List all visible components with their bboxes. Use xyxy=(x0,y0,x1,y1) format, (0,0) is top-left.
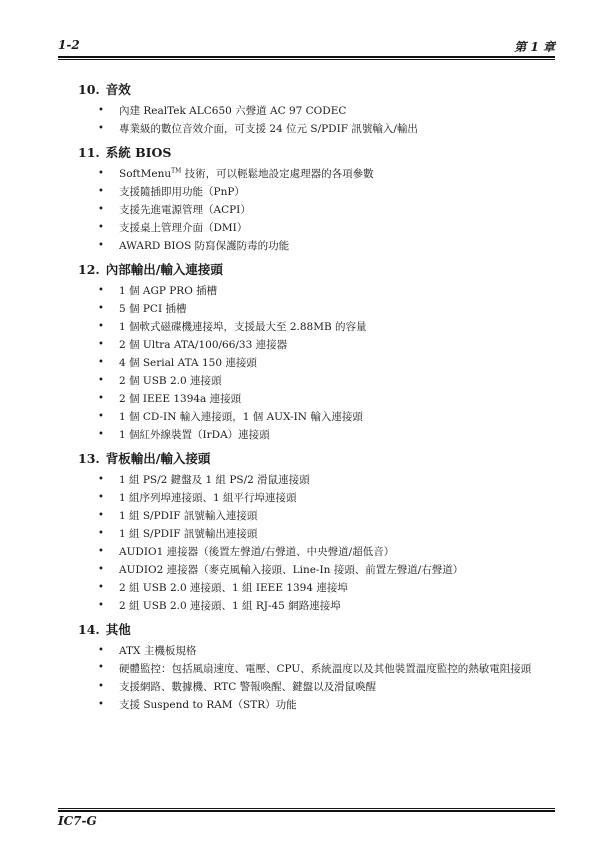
section-number: 14. xyxy=(78,622,100,637)
list-item: • AWARD BIOS 防寫保護防毒的功能 xyxy=(78,237,558,255)
bullet-icon: • xyxy=(98,645,104,656)
list-item: • AUDIO1 連接器（後置左聲道/右聲道、中央聲道/超低音） xyxy=(78,543,558,561)
list-item: • 1 組 PS/2 鍵盤及 1 組 PS/2 滑鼠連接頭 xyxy=(78,471,558,489)
bullet-icon: • xyxy=(98,546,104,557)
bullet-icon: • xyxy=(98,582,104,593)
list-item: • 1 個 CD-IN 輸入連接頭，1 個 AUX-IN 輸入連接頭 xyxy=(78,408,558,426)
bullet-icon: • xyxy=(98,600,104,611)
list-item: • 1 組 S/PDIF 訊號輸出連接頭 xyxy=(78,525,558,543)
section-bios xyxy=(78,145,558,255)
section-title xyxy=(78,262,558,278)
list-item: • 支援 Suspend to RAM（STR）功能 xyxy=(78,696,558,714)
list-item: • 2 個 IEEE 1394a 連接頭 xyxy=(78,390,558,408)
bullet-icon: • xyxy=(98,681,104,692)
header-rule xyxy=(58,56,555,58)
section-title xyxy=(78,451,558,467)
bullet-icon: • xyxy=(98,123,104,134)
bullet-icon: • xyxy=(98,240,104,251)
section-internal-io xyxy=(78,262,558,444)
bullet-icon: • xyxy=(98,303,104,314)
list-item: • SoftMenu™ 技術，可以輕鬆地設定處理器的各項參數 xyxy=(78,165,558,183)
section-heading: 背板輸出/輸入接頭 xyxy=(105,451,211,466)
section-title xyxy=(78,145,558,161)
page-number: 1-2 xyxy=(58,38,80,52)
footer-model: IC7-G xyxy=(58,814,97,828)
softmenu-name: SoftMenu xyxy=(119,168,172,180)
header-rule-thin xyxy=(58,59,555,60)
bullet-icon: • xyxy=(98,321,104,332)
list-item: • 2 個 Ultra ATA/100/66/33 連接器 xyxy=(78,336,558,354)
page-header xyxy=(58,38,555,54)
bullet-icon: • xyxy=(98,375,104,386)
list-item: • 2 組 USB 2.0 連接頭、1 組 RJ-45 網路連接埠 xyxy=(78,597,558,615)
list-item: • ATX 主機板規格 xyxy=(78,642,558,660)
bullet-icon: • xyxy=(98,204,104,215)
bullet-icon: • xyxy=(98,411,104,422)
section-title xyxy=(78,82,558,98)
list-item: • 5 個 PCI 插槽 xyxy=(78,300,558,318)
bullet-icon: • xyxy=(98,393,104,404)
bullet-icon: • xyxy=(98,285,104,296)
bullet-icon: • xyxy=(98,528,104,539)
bullet-icon: • xyxy=(98,339,104,350)
list-item: • 2 個 USB 2.0 連接頭 xyxy=(78,372,558,390)
list-item: • 2 組 USB 2.0 連接頭、1 組 IEEE 1394 連接埠 xyxy=(78,579,558,597)
list-item: • 專業級的數位音效介面，可支援 24 位元 S/PDIF 訊號輸入/輸出 xyxy=(78,120,558,138)
list-item: • 硬體監控：包括風扇速度、電壓、CPU、系統溫度以及其他裝置溫度監控的熱敏電阻接頭 xyxy=(98,662,532,675)
list-item: • AUDIO2 連接器（麥克風輸入接頭、Line-In 接頭、前置左聲道/右聲道） xyxy=(78,561,558,579)
list-item: • 支援先進電源管理（ACPI） xyxy=(78,201,558,219)
section-number: 10. xyxy=(78,82,100,97)
list-item: • 4 個 Serial ATA 150 連接頭 xyxy=(78,354,558,372)
section-number: 11. xyxy=(78,145,100,160)
section-heading: 音效 xyxy=(105,82,131,97)
bullet-icon: • xyxy=(98,564,104,575)
bullet-icon: • xyxy=(98,105,104,116)
list-item: • 支援桌上管理介面（DMI） xyxy=(78,219,558,237)
bullet-icon: • xyxy=(98,168,104,179)
list-item: • 支援隨插即用功能（PnP） xyxy=(78,183,558,201)
list-item: • 1 個 AGP PRO 插槽 xyxy=(78,282,558,300)
section-heading: 內部輸出/輸入連接頭 xyxy=(105,262,223,277)
bullet-icon: • xyxy=(98,474,104,485)
bullet-icon: • xyxy=(98,662,104,673)
bullet-icon: • xyxy=(98,429,104,440)
section-audio xyxy=(78,82,558,138)
bullet-icon: • xyxy=(98,222,104,233)
section-title xyxy=(78,622,558,638)
section-heading: 其他 xyxy=(105,622,131,637)
list-item: • 1 個紅外線裝置（IrDA）連接頭 xyxy=(78,426,558,444)
list-item: • 內建 RealTek ALC650 六聲道 AC 97 CODEC xyxy=(78,102,558,120)
spec-list xyxy=(78,82,558,721)
chapter-label: 第 1 章 xyxy=(514,40,555,54)
bullet-icon: • xyxy=(98,510,104,521)
bullet-icon: • xyxy=(98,492,104,503)
footer-rule-thin xyxy=(58,808,555,809)
list-item: • 1 組 S/PDIF 訊號輸入連接頭 xyxy=(78,507,558,525)
list-item: • 1 個軟式磁碟機連接埠，支援最大至 2.88MB 的容量 xyxy=(78,318,558,336)
section-number: 13. xyxy=(78,451,100,466)
footer-rule xyxy=(58,810,555,812)
bullet-icon: • xyxy=(98,699,104,710)
trademark-mark: TM xyxy=(171,167,182,175)
section-rear-io xyxy=(78,451,558,615)
list-item: • 1 組序列埠連接頭、1 組平行埠連接頭 xyxy=(78,489,558,507)
list-item: • 支援網路、數據機、RTC 警報喚醒、鍵盤以及滑鼠喚醒 xyxy=(78,678,558,696)
section-number: 12. xyxy=(78,262,100,277)
bullet-icon: • xyxy=(98,357,104,368)
bullet-icon: • xyxy=(98,186,104,197)
section-misc xyxy=(78,622,558,714)
section-heading: 系統 BIOS xyxy=(105,145,172,160)
